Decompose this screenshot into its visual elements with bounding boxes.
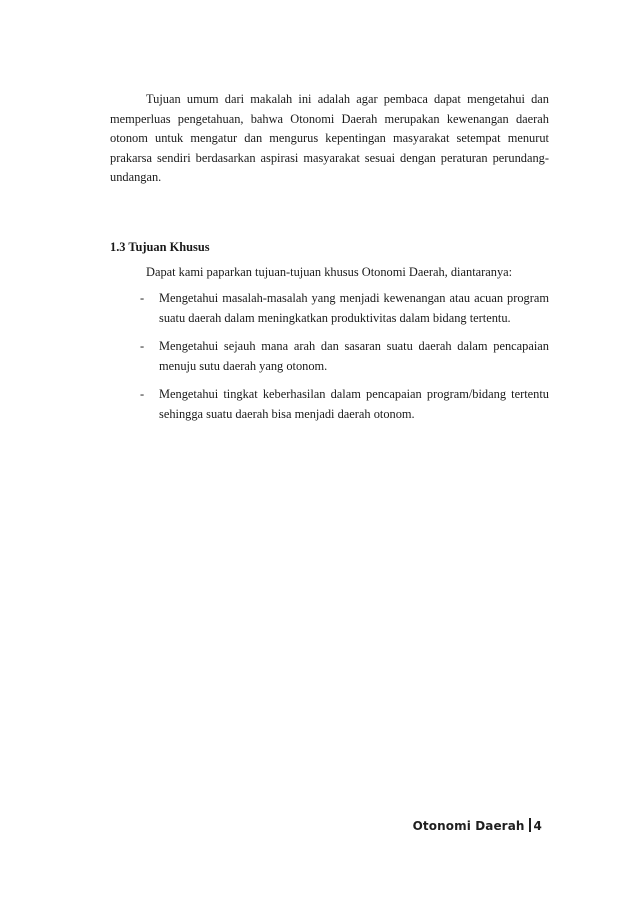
list-item-text: Mengetahui sejauh mana arah dan sasaran suatu daerah dalam pencapaian menuju sutu daerah yang otonom. bbox=[159, 339, 549, 373]
list-item bbox=[140, 385, 549, 424]
list-item-text: Mengetahui tingkat keberhasilan dalam pencapaian program/bidang tertentu sehingga suatu daerah bisa menjadi daerah otonom. bbox=[159, 387, 549, 421]
bullet-dash: - bbox=[140, 291, 145, 305]
intro-paragraph: Tujuan umum dari makalah ini adalah agar pembaca dapat mengetahui dan memperluas pengetahuan, bahwa Otonomi Daerah merupakan kewenangan daerah otonom untuk mengatur dan mengurus kepentingan masyarakat setempat menurut prakarsa sendiri berdasarkan aspirasi masyarakat sesuai dengan peraturan perundang-undangan. bbox=[110, 92, 549, 184]
footer-separator bbox=[529, 818, 531, 832]
objectives-list bbox=[140, 289, 549, 433]
page-number: 4 bbox=[533, 819, 542, 833]
list-item bbox=[140, 337, 549, 376]
bullet-dash: - bbox=[140, 339, 145, 353]
page-footer bbox=[413, 818, 542, 833]
list-item bbox=[140, 289, 549, 328]
footer-title: Otonomi Daerah bbox=[412, 819, 525, 833]
list-item-text: Mengetahui masalah-masalah yang menjadi kewenangan atau acuan program suatu daerah dalam meningkatkan produktivitas dalam bidang tertentu. bbox=[159, 291, 549, 325]
section-heading: 1.3 Tujuan Khusus bbox=[110, 240, 210, 254]
section-intro: Dapat kami paparkan tujuan-tujuan khusus Otonomi Daerah, diantaranya: bbox=[146, 265, 513, 279]
bullet-dash: - bbox=[140, 387, 145, 401]
